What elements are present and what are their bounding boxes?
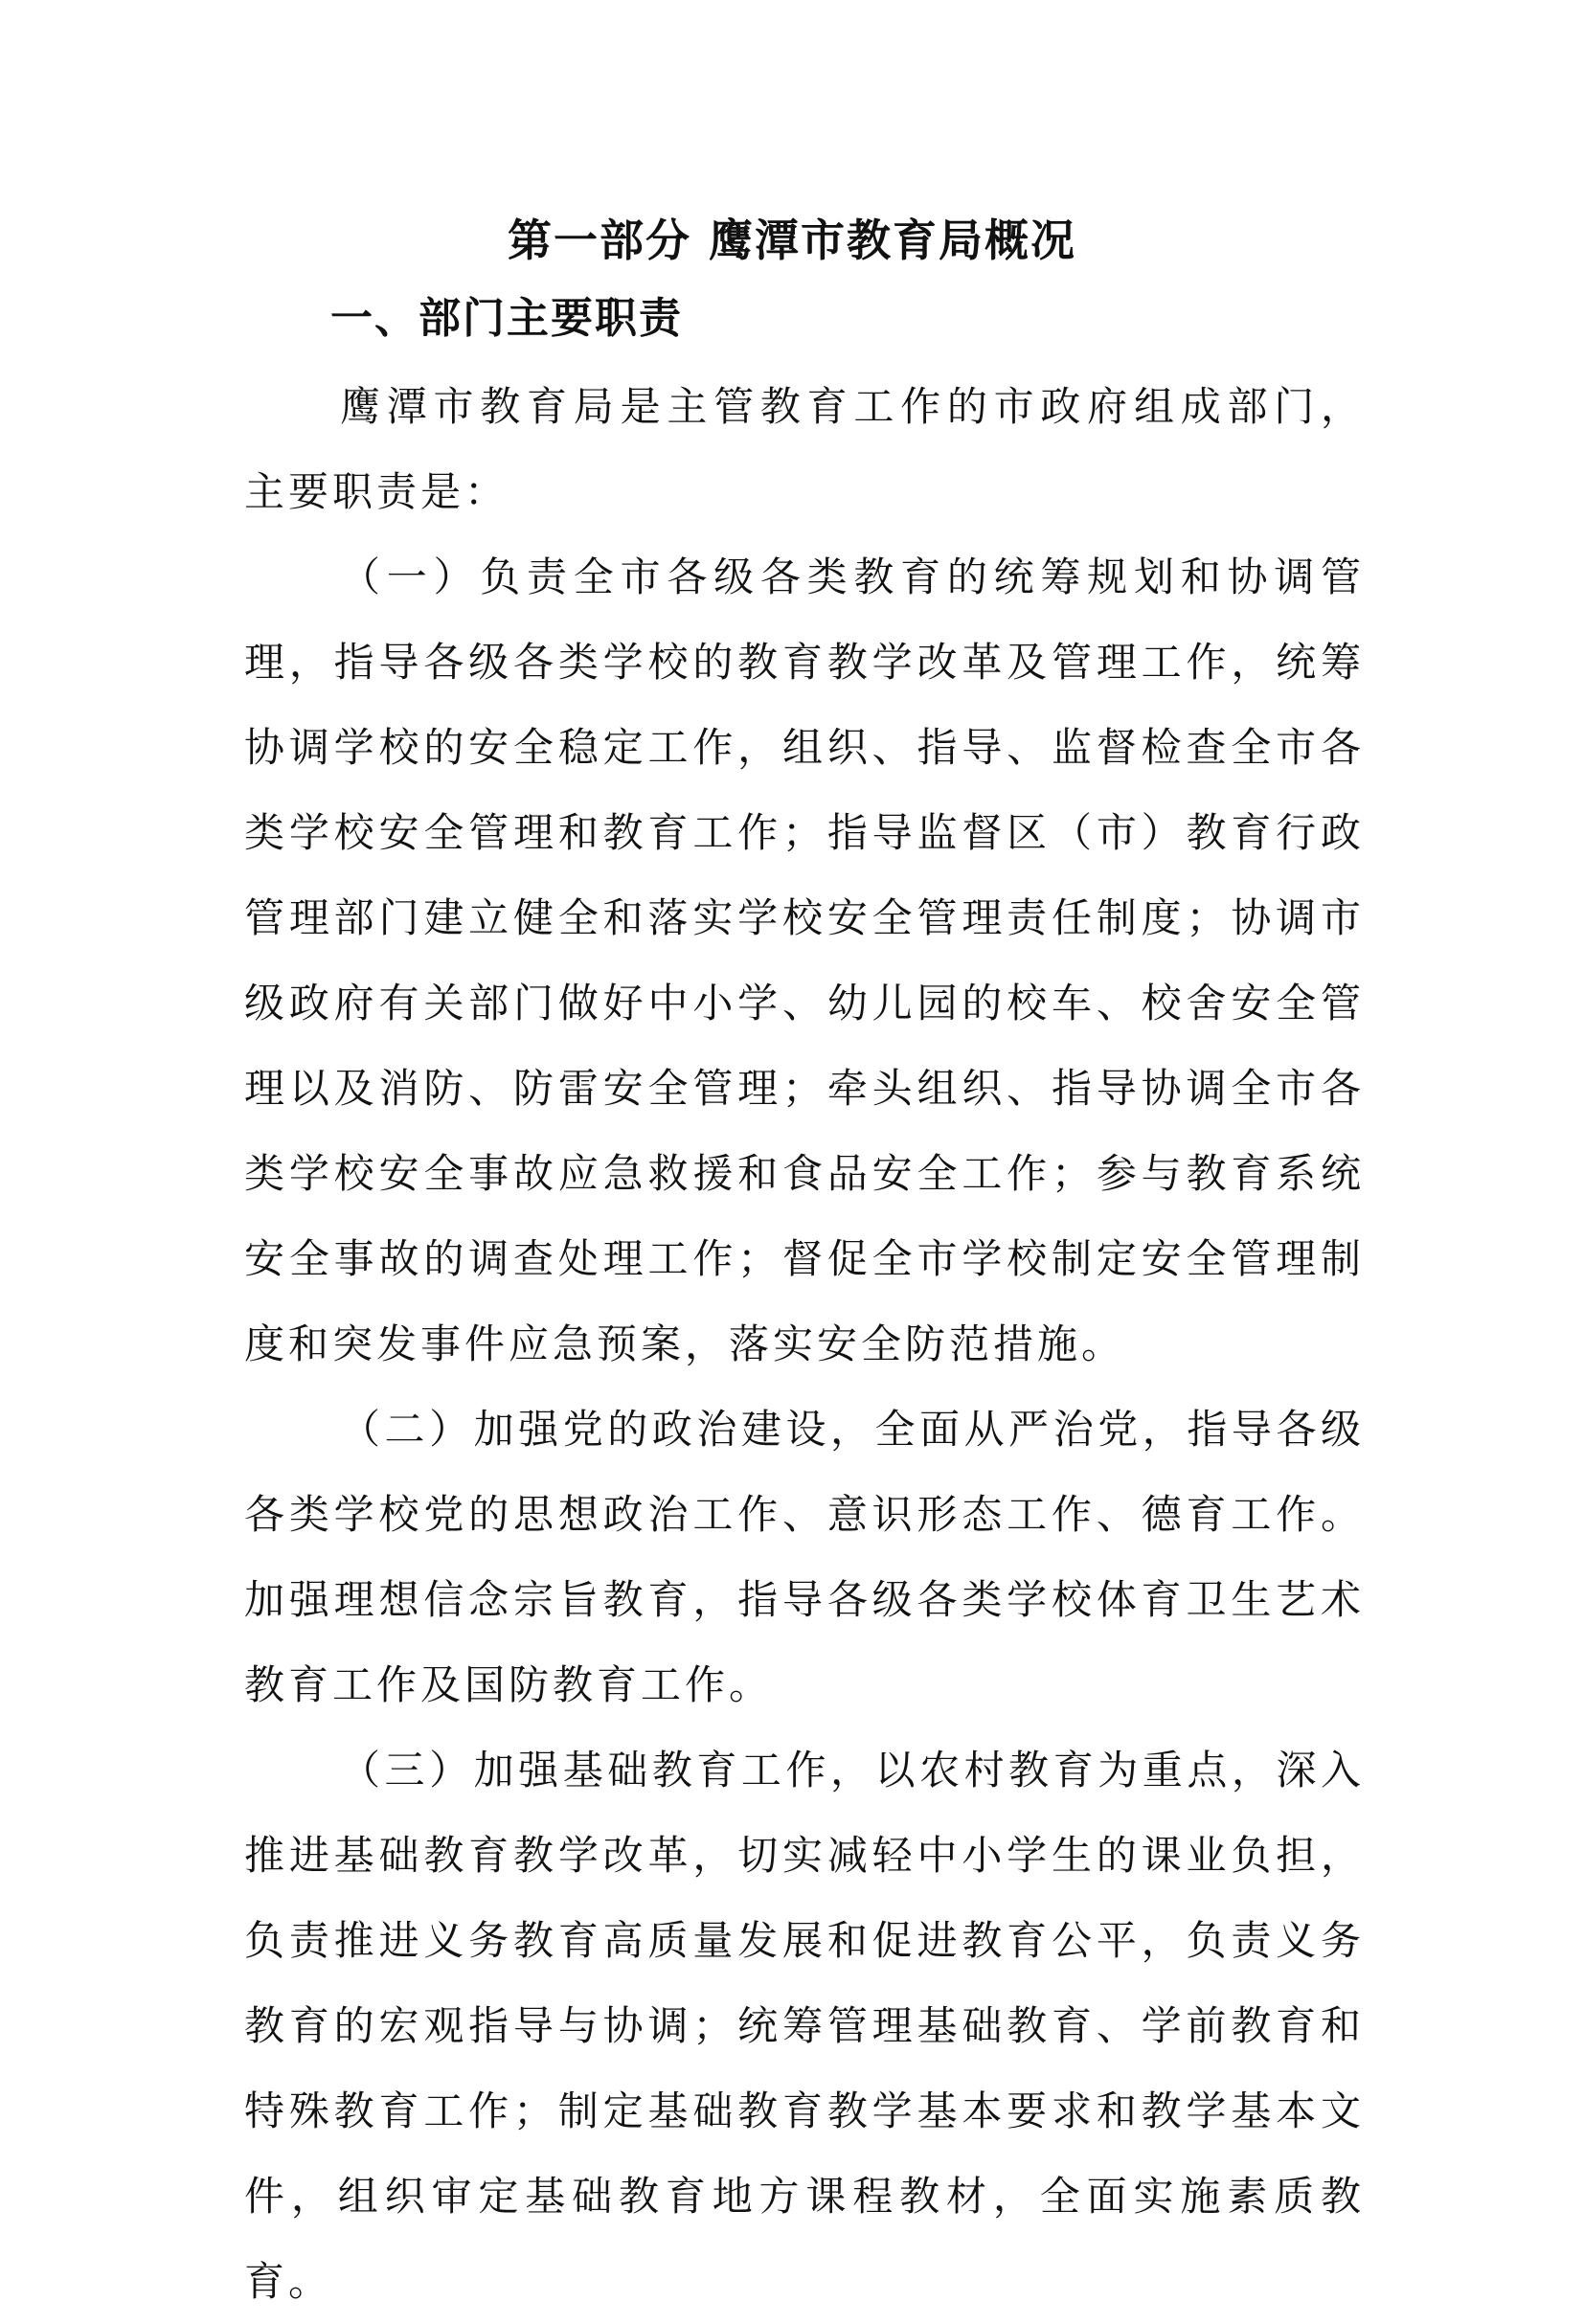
body-text [244, 364, 1365, 2324]
page-title: 第一部分 鹰潭市教育局概况 [507, 214, 1076, 266]
paragraph-duty-2: （二）加强党的政治建设，全面从严治党，指导各级各类学校党的思想政治工作、意识形态工作、德育工作。加强理想信念宗旨教育，指导各级各类学校体育卫生艺术教育工作及国防教育工作。 [244, 1406, 1365, 1708]
section-heading: 一、部门主要职责 [330, 294, 683, 343]
paragraph-intro: 鹰潭市教育局是主管教育工作的市政府组成部门， 主要职责是： [244, 383, 1365, 515]
paragraph-duty-1: （一）负责全市各级各类教育的统筹规划和协调管理，指导各级各类学校的教育教学改革及管理工作，统筹协调学校的安全稳定工作，组织、指导、监督检查全市各类学校安全管理和教育工作；指导监督区（市）教育行政管理部门建立健全和落实学校安全管理责任制度；协调市级政府有关部门做好中小学、幼儿园的校车、校舍安全管理以及消防、防雷安全管理；牵头组织、指导协调全市各类学校安全事故应急救援和食品安全工作；参与教育系统安全事故的调查处理工作；督促全市学校制定安全管理制度和突发事件应急预案，落实安全防范措施。 [244, 553, 1365, 1367]
paragraph-duty-3: （三）加强基础教育工作，以农村教育为重点，深入推进基础教育教学改革，切实减轻中小学生的课业负担，负责推进义务教育高质量发展和促进教育公平，负责义务教育的宏观指导与协调；统筹管理基础教育、学前教育和特殊教育工作；制定基础教育教学基本要求和教学基本文件，组织审定基础教育地方课程教材，全面实施素质教育。 [244, 1747, 1365, 2305]
